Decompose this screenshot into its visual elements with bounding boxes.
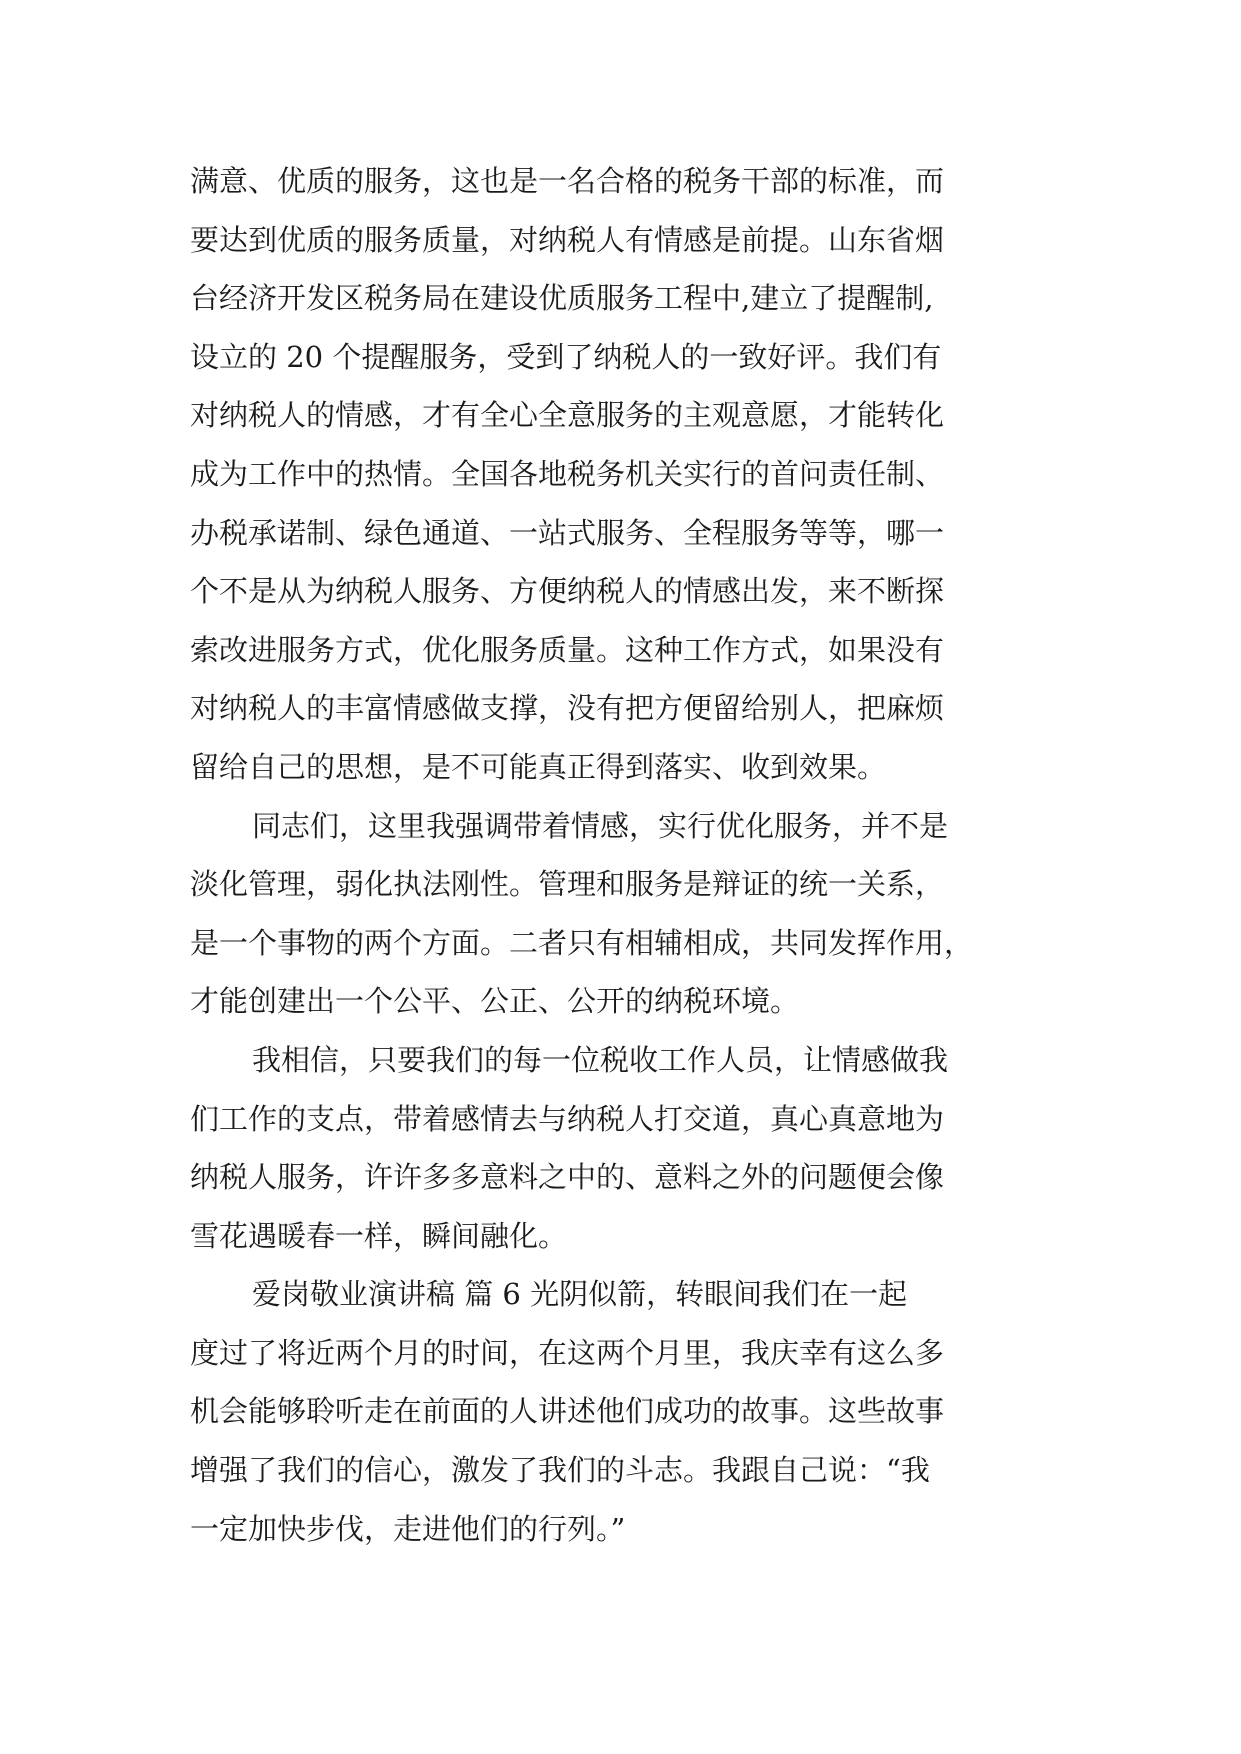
- text-line: 机会能够聆听走在前面的人讲述他们成功的故事。这些故事: [190, 1394, 945, 1429]
- text-line: 是一个事物的两个方面。二者只有相辅相成，共同发挥作用，: [190, 925, 974, 960]
- text-line: 雪花遇暖春一样，瞬间融化。: [190, 1218, 568, 1253]
- text-line: 淡化管理，弱化执法刚性。管理和服务是辩证的统一关系，: [190, 867, 945, 902]
- text-line: 成为工作中的热情。全国各地税务机关实行的首问责任制、: [190, 456, 945, 491]
- text-line: 纳税人服务，许许多多意料之中的、意料之外的问题便会像: [190, 1160, 945, 1195]
- text-line: 度过了将近两个月的时间，在这两个月里，我庆幸有这么多: [190, 1335, 945, 1370]
- text-line: 我相信，只要我们的每一位税收工作人员，让情感做我: [252, 1042, 949, 1077]
- text-line: 索改进服务方式，优化服务质量。这种工作方式，如果没有: [190, 632, 945, 667]
- text-line: 对纳税人的丰富情感做支撑，没有把方便留给别人，把麻烦: [190, 691, 945, 726]
- text-line: 爱岗敬业演讲稿 篇 6 光阴似箭，转眼间我们在一起: [252, 1277, 908, 1312]
- text-line: 对纳税人的情感，才有全心全意服务的主观意愿，才能转化: [190, 398, 945, 433]
- text-line: 个不是从为纳税人服务、方便纳税人的情感出发，来不断探: [190, 574, 945, 609]
- text-line: 台经济开发区税务局在建设优质服务工程中,建立了提醒制,: [190, 281, 934, 316]
- text-line: 留给自己的思想，是不可能真正得到落实、收到效果。: [190, 749, 887, 784]
- text-line: 满意、优质的服务，这也是一名合格的税务干部的标准，而: [190, 164, 945, 198]
- text-line: 增强了我们的信心，激发了我们的斗志。我跟自己说：“我: [190, 1453, 930, 1488]
- text-line: 办税承诺制、绿色通道、一站式服务、全程服务等等，哪一: [190, 515, 945, 550]
- text-line: 同志们，这里我强调带着情感，实行优化服务，并不是: [252, 808, 949, 843]
- text-line: 才能创建出一个公平、公正、公开的纳税环境。: [190, 984, 800, 1019]
- text-line: 一定加快步伐，走进他们的行列。”: [190, 1511, 626, 1546]
- text-line: 们工作的支点，带着感情去与纳税人打交道，真心真意地为: [190, 1101, 945, 1136]
- body-text: [190, 152, 1070, 1558]
- text-line: 设立的 20 个提醒服务，受到了纳税人的一致好评。我们有: [190, 339, 942, 374]
- text-line: 要达到优质的服务质量，对纳税人有情感是前提。山东省烟: [190, 222, 945, 257]
